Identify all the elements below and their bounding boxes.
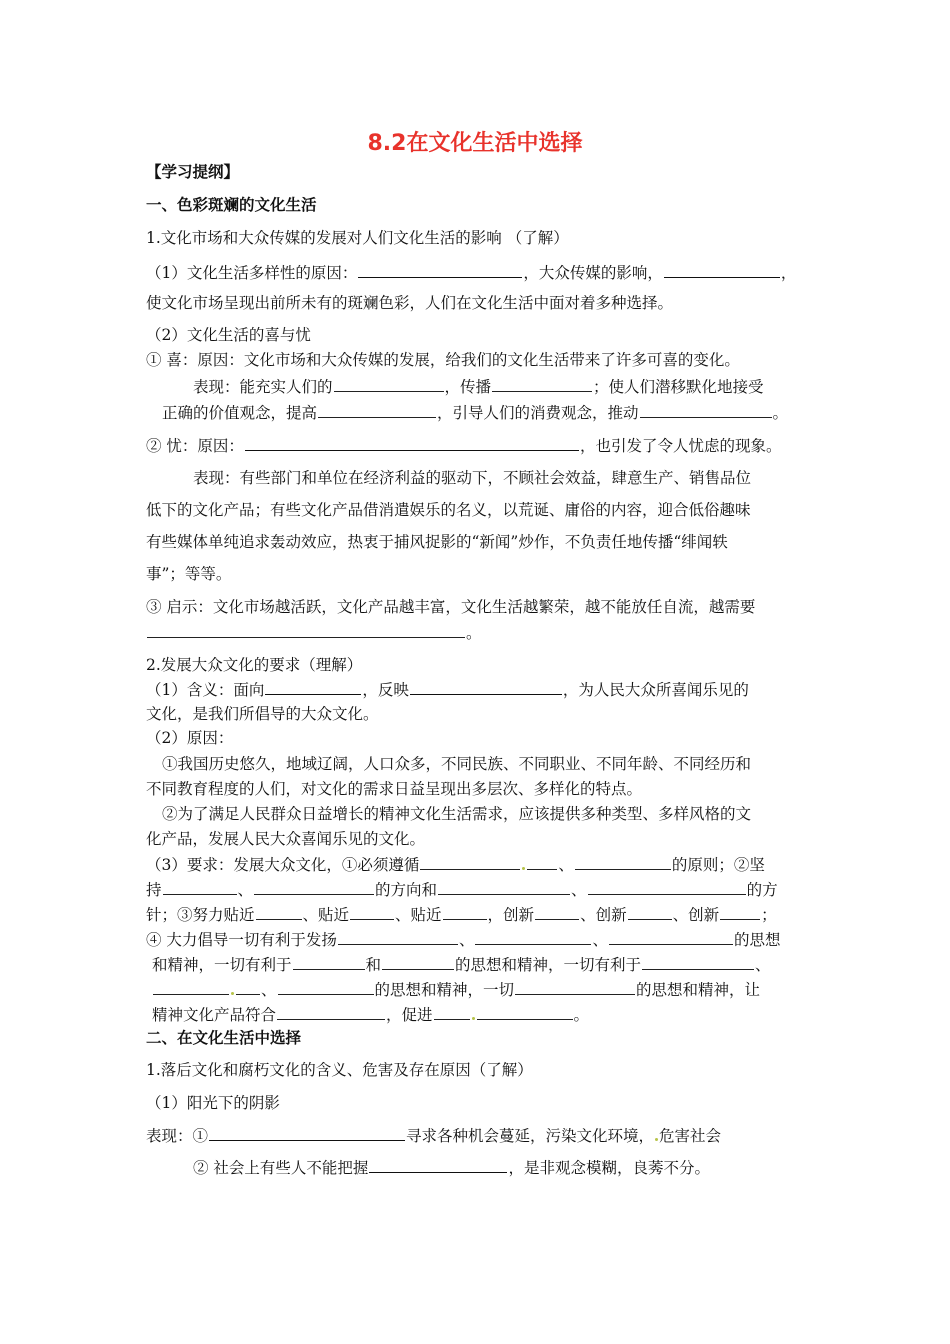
text: ，引导人们的消费观念，推动: [437, 404, 639, 422]
blank-field[interactable]: [350, 904, 394, 920]
text: 危害社会: [659, 1127, 722, 1145]
text: 的思想和精神，让: [636, 981, 761, 999]
blank-field[interactable]: [609, 929, 733, 945]
text: 、创新: [580, 906, 627, 924]
text: 、: [571, 881, 587, 899]
xi-line-b: [193, 376, 764, 397]
blank-field[interactable]: [147, 622, 465, 638]
yaoqiu-line3: [146, 904, 777, 925]
q2-heading: 2.发展大众文化的要求（理解）: [146, 656, 363, 674]
blank-field[interactable]: [664, 262, 780, 278]
blank-field[interactable]: [338, 929, 458, 945]
section1-heading: 一、色彩斑斓的文化生活: [146, 196, 317, 214]
text: 。: [772, 404, 789, 422]
blank-field[interactable]: [277, 1004, 385, 1020]
qishi: ③ 启示：文化市场越活跃，文化产品越丰富，文化生活越繁荣，越不能放任自流，越需要: [146, 598, 756, 616]
blank-field[interactable]: [163, 879, 237, 895]
text: ，: [780, 264, 797, 282]
text: 持: [146, 881, 162, 899]
text: 表现：①: [146, 1127, 209, 1145]
blank-field[interactable]: [265, 679, 361, 695]
blank-field[interactable]: [358, 262, 522, 278]
blank-field[interactable]: [434, 1004, 470, 1020]
q1-p1-line: [146, 262, 796, 283]
text: 、: [755, 956, 771, 974]
blank-field[interactable]: [438, 879, 570, 895]
yuanyin: （2）原因：: [146, 729, 234, 747]
text: 的思想: [733, 931, 781, 949]
text: 、: [558, 856, 574, 874]
blank-field[interactable]: [410, 679, 562, 695]
blank-field[interactable]: [628, 904, 672, 920]
yaoqiu-line1: [146, 854, 765, 875]
text: ，创新: [487, 906, 535, 924]
text: 表现：能充实人们的: [193, 378, 333, 396]
blank-field[interactable]: [382, 954, 454, 970]
blank-field[interactable]: [256, 904, 302, 920]
blank-field[interactable]: [492, 376, 592, 392]
text: ，反映: [362, 681, 409, 699]
text: 精神文化产品符合: [152, 1006, 277, 1024]
yaoqiu-line5: [152, 954, 771, 975]
blank-field[interactable]: [153, 979, 229, 995]
blank-field[interactable]: [527, 854, 557, 870]
text: ，也引发了令人忧虑的现象。: [579, 437, 782, 455]
text: 的原则；②坚: [671, 856, 765, 874]
text: 、: [237, 881, 254, 899]
yaoqiu-line7: [152, 1004, 589, 1025]
blank-field[interactable]: [236, 979, 260, 995]
blank-field[interactable]: [334, 376, 444, 392]
s2-q1-heading: 1.落后文化和腐朽文化的含义、危害及存在原因（了解）: [146, 1061, 533, 1079]
page-title: 8.2在文化生活中选择: [367, 131, 583, 156]
blank-field[interactable]: [642, 954, 754, 970]
stray-dot: [655, 1138, 658, 1141]
q1-p2: （2）文化生活的喜与忧: [146, 326, 311, 344]
you-p1: 表现：有些部门和单位在经济利益的驱动下，不顾社会效益，肆意生产、销售品位: [193, 469, 752, 487]
q1-heading: 1.文化市场和大众传媒的发展对人们文化生活的影响 （了解）: [146, 229, 569, 247]
text: 针；③努力贴近: [146, 906, 255, 924]
blank-field[interactable]: [475, 929, 591, 945]
stray-dot: [472, 1017, 475, 1020]
blank-field[interactable]: [278, 979, 374, 995]
stray-dot: [231, 992, 234, 995]
text: ④ 大力倡导一切有利于发扬: [146, 931, 337, 949]
q1-p1-cont: 使文化市场呈现出前所未有的斑斓色彩，人们在文化生活中面对着多种选择。: [146, 294, 674, 312]
blank-field[interactable]: [254, 879, 374, 895]
text: ，是非观念模糊，良莠不分。: [508, 1159, 710, 1177]
text: 和精神，一切有利于: [152, 956, 292, 974]
blank-field[interactable]: [293, 954, 365, 970]
r2a: ②为了满足人民群众日益增长的精神文化生活需求，应该提供多种类型、多样风格的文: [162, 805, 752, 823]
text: 寻求各种机会蔓延，污染文化环境，: [406, 1127, 655, 1145]
you-p4: 事”；等等。: [146, 565, 232, 583]
text: 的方: [746, 881, 778, 899]
biaoxian-line2: [193, 1157, 710, 1178]
text: ；使人们潜移默化地接受: [593, 378, 764, 396]
hanyi-line: [146, 679, 749, 700]
text: 、贴近: [395, 906, 442, 924]
blank-field[interactable]: [420, 854, 520, 870]
text: （1）文化生活多样性的原因：: [146, 264, 358, 282]
r1b: 不同教育程度的人们，对文化的需求日益呈现出多层次、多样化的特点。: [146, 780, 643, 798]
you-p3: 有些媒体单纯追求轰动效应，热衷于捕风捉影的“新闻”炒作，不负责任地传播“绯闻轶: [146, 533, 728, 551]
text: ，促进: [386, 1006, 433, 1024]
yaoqiu-line2: [146, 879, 778, 900]
r2b: 化产品，发展人民大众喜闻乐见的文化。: [146, 830, 426, 848]
text: 的思想和精神，一切: [374, 981, 515, 999]
hanyi-cont: 文化，是我们所倡导的大众文化。: [146, 705, 379, 723]
text: 正确的价值观念，提高: [162, 404, 318, 422]
text: ② 社会上有些人不能把握: [193, 1159, 369, 1177]
text: 、: [592, 931, 608, 949]
text: 、贴近: [302, 906, 350, 924]
xi-line-c: [162, 402, 788, 423]
text: （3）要求：发展大众文化，①必须遵循: [146, 856, 420, 874]
blank-field[interactable]: [720, 904, 760, 920]
text: ；: [761, 906, 777, 924]
yaoqiu-line6: [152, 979, 760, 1000]
text: 和: [365, 956, 382, 974]
text: ，为人民大众所喜闻乐见的: [562, 681, 749, 699]
text: 、: [458, 931, 475, 949]
xi-reason: ① 喜：原因：文化市场和大众传媒的发展，给我们的文化生活带来了许多可喜的变化。: [146, 351, 740, 369]
blank-field[interactable]: [369, 1157, 507, 1173]
text: ② 忧：原因：: [146, 437, 244, 455]
blank-field[interactable]: [318, 402, 436, 418]
text: 。: [573, 1006, 590, 1024]
text: ，传播: [444, 378, 492, 396]
biaoxian-line1: [146, 1125, 721, 1146]
blank-field[interactable]: [209, 1125, 405, 1141]
you-p2: 低下的文化产品；有些文化产品借消遣娱乐的名义，以荒诞、庸俗的内容，迎合低俗趣味: [146, 501, 751, 519]
blank-field[interactable]: [515, 979, 635, 995]
stray-dot: [522, 867, 525, 870]
blank-field[interactable]: [640, 402, 772, 418]
text: 、创新: [672, 906, 720, 924]
text: （1）含义：面向: [146, 681, 265, 699]
text: 、: [261, 981, 277, 999]
blank-field[interactable]: [588, 879, 746, 895]
outline-heading: 【学习提纲】: [146, 163, 240, 181]
blank-field[interactable]: [535, 904, 579, 920]
text: 的思想和精神，一切有利于: [455, 956, 642, 974]
blank-field[interactable]: [477, 1004, 573, 1020]
text: 。: [466, 624, 482, 642]
blank-field[interactable]: [575, 854, 671, 870]
r1a: ①我国历史悠久，地域辽阔，人口众多，不同民族、不同职业、不同年龄、不同经历和: [162, 755, 752, 773]
text: ，大众传媒的影响，: [523, 264, 663, 282]
qishi-blank-line: [146, 622, 482, 643]
you-reason: [146, 435, 781, 456]
yaoqiu-line4: [146, 929, 780, 950]
s2-sub1: （1）阳光下的阴影: [146, 1094, 280, 1112]
blank-field[interactable]: [443, 904, 487, 920]
section2-heading: 二、在文化生活中选择: [146, 1029, 302, 1047]
blank-field[interactable]: [245, 435, 579, 451]
text: 的方向和: [375, 881, 438, 899]
